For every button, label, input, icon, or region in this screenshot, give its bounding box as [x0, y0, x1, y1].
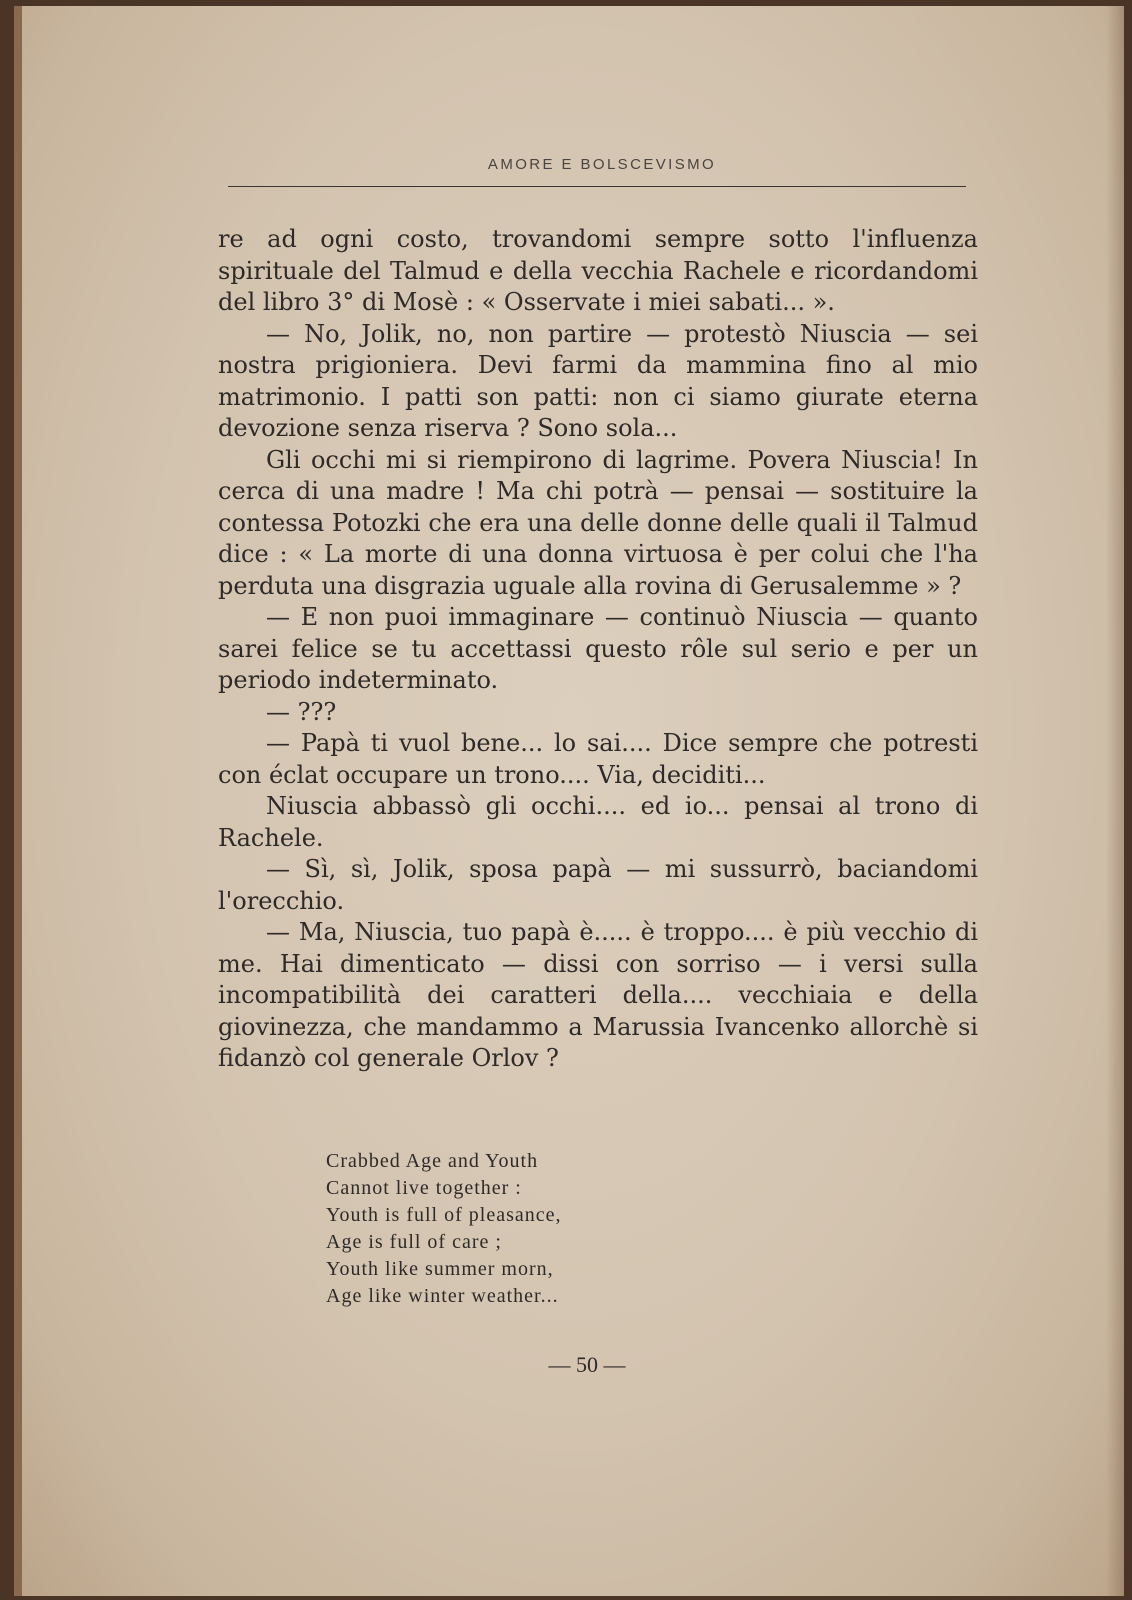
header-rule: [228, 186, 966, 187]
paragraph: — ???: [266, 697, 337, 726]
paragraph: Niuscia abbassò gli occhi.... ed io... pensai al trono di Rachele.: [218, 792, 978, 852]
paragraph: — No, Jolik, no, non partire — protestò Niuscia — sei nostra prigioniera. Devi farmi da mammina fino al mio matrimonio. I patti son patti: non ci siamo giurate eterna devozione senza riserva ? Sono sola...: [218, 319, 978, 442]
body-text: [218, 224, 978, 1075]
poem-line: Age is full of care ;: [326, 1231, 502, 1253]
paragraph: — Ma, Niuscia, tuo papà è..... è troppo.... è più vecchio di me. Hai dimenticato — dissi con sorriso — i versi sulla incompatibilità dei caratteri della.... vecchiaia e della giovinezza, che mandammo a Marussia Ivancenko allorchè si fidanzò col generale Orlov ?: [218, 918, 978, 1072]
paragraph: — Sì, sì, Jolik, sposa papà — mi sussurrò, baciandomi l'orecchio.: [218, 855, 978, 915]
page-edge-shadow: [1106, 6, 1124, 1596]
paragraph: — E non puoi immaginare — continuò Niuscia — quanto sarei felice se tu accettassi questo rôle sul serio e per un periodo indeterminato.: [218, 603, 978, 694]
poem-line: Age like winter weather...: [326, 1285, 559, 1307]
poem-line: Youth is full of pleasance,: [326, 1204, 562, 1226]
poem-quote: [326, 1148, 746, 1310]
paragraph: Gli occhi mi si riempirono di lagrime. Povera Niuscia! In cerca di una madre ! Ma chi potrà — pensai — sostituire la contessa Potozki che era una delle donne delle quali il Talmud dice : « La morte di una donna virtuosa è per colui che l'ha perduta una disgrazia uguale alla rovina di Gerusalemme » ?: [218, 445, 978, 600]
running-title: AMORE E BOLSCEVISMO: [487, 156, 717, 173]
book-page: [14, 6, 1124, 1596]
poem-line: Crabbed Age and Youth: [326, 1150, 539, 1172]
poem-line: Cannot live together :: [326, 1177, 522, 1199]
paragraph: re ad ogni costo, trovandomi sempre sotto l'influenza spirituale del Talmud e della vecchia Rachele e ricordandomi del libro 3° di Mosè : « Osservate i miei sabati... ».: [218, 225, 978, 316]
page-number: — 50 —: [548, 1352, 626, 1377]
paragraph: — Papà ti vuol bene... lo sai.... Dice sempre che potresti con éclat occupare un trono.... Via, deciditi...: [218, 729, 978, 789]
poem-line: Youth like summer morn,: [326, 1258, 554, 1280]
